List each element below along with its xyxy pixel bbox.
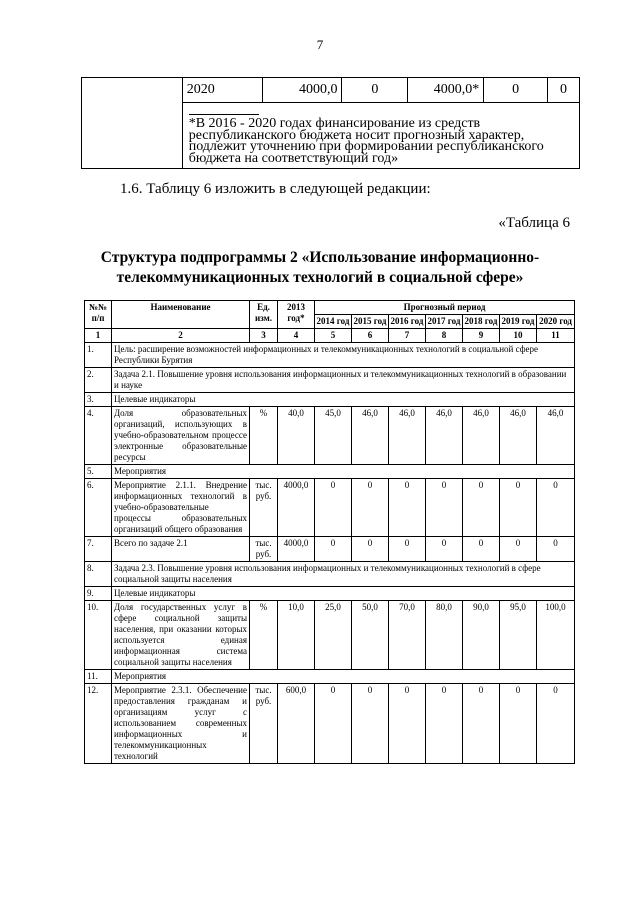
row-value: 0: [352, 684, 389, 764]
table-row: [85, 587, 575, 601]
table-row: [85, 465, 575, 479]
table-row: [85, 407, 575, 465]
row-value: 70,0: [389, 601, 426, 670]
header-year: 2014 год: [315, 315, 352, 329]
row-unit: %: [250, 407, 278, 465]
column-number: 11: [537, 329, 575, 343]
row-base-value: 10,0: [278, 601, 315, 670]
table-title: [0, 248, 640, 288]
row-heading: Мероприятия: [112, 670, 575, 684]
column-number: 8: [426, 329, 463, 343]
row-value: 0: [537, 537, 575, 562]
table-row: [85, 343, 575, 368]
row-number: 12.: [85, 684, 112, 764]
table-row: [85, 537, 575, 562]
value-cell: 0: [548, 78, 580, 103]
continuation-table: [81, 77, 580, 169]
row-unit: тыс. руб.: [250, 479, 278, 537]
table-row: [85, 670, 575, 684]
row-value: 46,0: [426, 407, 463, 465]
header-year: 2016 год: [389, 315, 426, 329]
row-unit: тыс. руб.: [250, 684, 278, 764]
header-year: 2019 год: [500, 315, 537, 329]
row-value: 0: [463, 537, 500, 562]
row-number: 9.: [85, 587, 112, 601]
header-forecast: Прогнозный период: [315, 301, 575, 315]
row-number: 7.: [85, 537, 112, 562]
row-value: 0: [463, 684, 500, 764]
table-caption: «Таблица 6: [498, 215, 570, 231]
row-heading: Целевые индикаторы: [112, 393, 575, 407]
row-name: Всего по задаче 2.1: [112, 537, 250, 562]
column-number: 2: [112, 329, 250, 343]
header-year: 2015 год: [352, 315, 389, 329]
row-value: 46,0: [352, 407, 389, 465]
column-number: 7: [389, 329, 426, 343]
row-value: 0: [426, 537, 463, 562]
value-cell: 0: [342, 78, 408, 103]
instruction-paragraph: 1.6. Таблицу 6 изложить в следующей редакции:: [120, 181, 431, 197]
header-year: 2018 год: [463, 315, 500, 329]
column-number: 1: [85, 329, 112, 343]
row-value: 46,0: [500, 407, 537, 465]
column-number: 10: [500, 329, 537, 343]
row-name: Мероприятие 2.3.1. Обеспечение предоставления гражданам и организациям услуг с использованием современных информационных и телекоммуникационных технологий: [112, 684, 250, 764]
row-value: 0: [389, 479, 426, 537]
row-value: 100,0: [537, 601, 575, 670]
row-number: 3.: [85, 393, 112, 407]
empty-cell: [82, 78, 183, 169]
row-heading: Целевые индикаторы: [112, 587, 575, 601]
row-heading: Цель: расширение возможностей информационных и телекоммуникационных технологий в социальной сфере Республики Бурятия: [112, 343, 575, 368]
row-value: 0: [352, 537, 389, 562]
header-year: 2017 год: [426, 315, 463, 329]
row-heading: Мероприятия: [112, 465, 575, 479]
value-cell: 4000,0: [262, 78, 342, 103]
title-line-2: телекоммуникационных технологий в социальной сфере»: [116, 269, 524, 286]
row-value: 0: [500, 479, 537, 537]
header-row: [85, 301, 575, 315]
row-unit: %: [250, 601, 278, 670]
title-line-1: Структура подпрограммы 2 «Использование информационно-: [100, 249, 540, 266]
footnote-cell: [182, 103, 579, 169]
table-row: [85, 562, 575, 587]
row-heading: Задача 2.1. Повышение уровня использования информационных и телекоммуникационных технологий в образовании и науке: [112, 368, 575, 393]
value-cell: 4000,0*: [408, 78, 484, 103]
table-row: [85, 479, 575, 537]
row-value: 0: [500, 684, 537, 764]
row-value: 50,0: [352, 601, 389, 670]
row-base-value: 600,0: [278, 684, 315, 764]
row-name: Доля образовательных организаций, использующих в учебно-образовательном процессе электронные образовательные ресурсы: [112, 407, 250, 465]
row-base-value: 40,0: [278, 407, 315, 465]
structure-table: [84, 300, 575, 764]
row-number: 4.: [85, 407, 112, 465]
row-number: 10.: [85, 601, 112, 670]
row-value: 0: [315, 537, 352, 562]
row-name: Мероприятие 2.1.1. Внедрение информационных технологий в учебно-образовательные процессы образовательных организаций общего образования: [112, 479, 250, 537]
row-value: 80,0: [426, 601, 463, 670]
row-value: 46,0: [389, 407, 426, 465]
row-base-value: 4000,0: [278, 479, 315, 537]
row-value: 95,0: [500, 601, 537, 670]
header-num: №№ п/п: [85, 301, 112, 329]
column-number: 4: [278, 329, 315, 343]
row-value: 0: [389, 684, 426, 764]
row-value: 0: [315, 479, 352, 537]
row-value: 0: [389, 537, 426, 562]
year-cell: 2020: [182, 78, 262, 103]
row-value: 46,0: [537, 407, 575, 465]
row-number: 11.: [85, 670, 112, 684]
row-unit: тыс. руб.: [250, 537, 278, 562]
column-number: 3: [250, 329, 278, 343]
table-row: [85, 601, 575, 670]
row-number: 5.: [85, 465, 112, 479]
column-number: 6: [352, 329, 389, 343]
table-row: [85, 393, 575, 407]
row-value: 0: [426, 479, 463, 537]
row-value: 45,0: [315, 407, 352, 465]
row-value: 0: [426, 684, 463, 764]
footnote-text: *В 2016 - 2020 годах финансирование из средств республиканского бюджета носит прогнозный характер, подлежит уточнению при формировании республиканского бюджета на соответствующий год»: [188, 116, 544, 166]
row-value: 0: [537, 684, 575, 764]
row-number: 2.: [85, 368, 112, 393]
table-row: [85, 684, 575, 764]
header-name: Наименование: [112, 301, 250, 329]
page-number: 7: [316, 37, 324, 52]
row-value: 0: [463, 479, 500, 537]
header-year: 2020 год: [537, 315, 575, 329]
footnote-rule: [189, 114, 259, 115]
column-number: 9: [463, 329, 500, 343]
column-number: 5: [315, 329, 352, 343]
header-unit: Ед. изм.: [250, 301, 278, 329]
value-cell: 0: [484, 78, 548, 103]
row-heading: Задача 2.3. Повышение уровня использования информационных и телекоммуникационных технологий в сфере социальной защиты населения: [112, 562, 575, 587]
row-value: 0: [500, 537, 537, 562]
row-value: 25,0: [315, 601, 352, 670]
row-value: 0: [352, 479, 389, 537]
table-row: [85, 368, 575, 393]
column-numbers-row: [85, 329, 575, 343]
header-base-year: 2013 год*: [278, 301, 315, 329]
row-value: 0: [315, 684, 352, 764]
row-value: 90,0: [463, 601, 500, 670]
row-number: 1.: [85, 343, 112, 368]
row-number: 6.: [85, 479, 112, 537]
row-base-value: 4000,0: [278, 537, 315, 562]
row-name: Доля государственных услуг в сфере социальной защиты населения, при оказании которых используется единая информационная система социальной защиты населения: [112, 601, 250, 670]
row-value: 0: [537, 479, 575, 537]
row-value: 46,0: [463, 407, 500, 465]
row-number: 8.: [85, 562, 112, 587]
